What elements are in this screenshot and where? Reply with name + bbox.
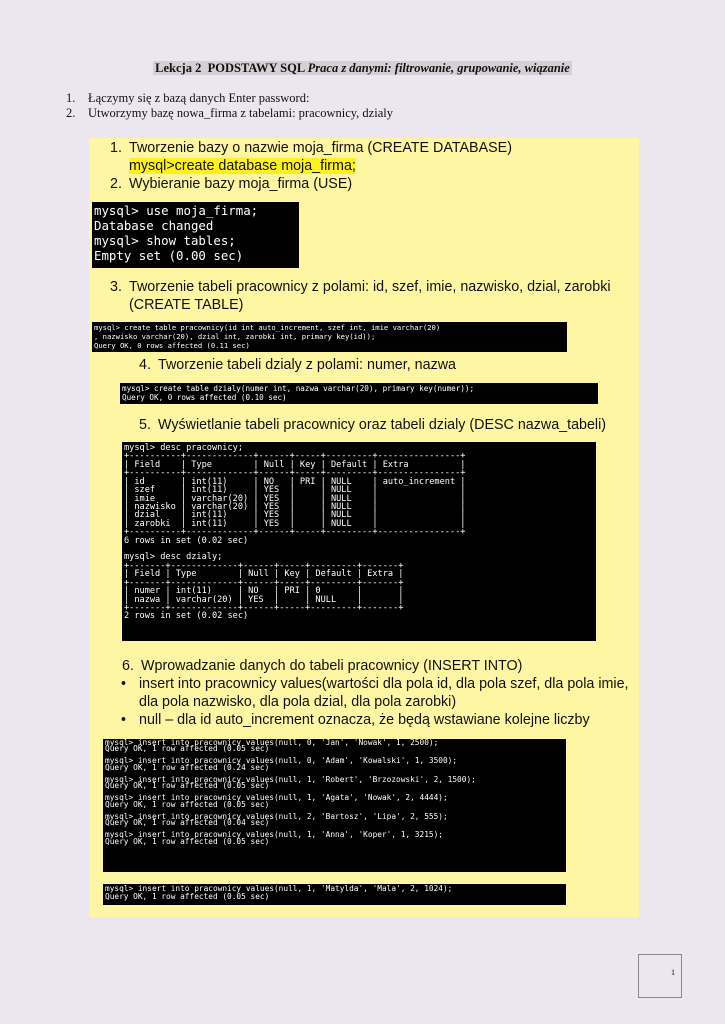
step-text: Tworzenie tabeli dzialy z polami: numer, nazwa: [158, 357, 456, 373]
terminal-insert-last: mysql> insert into pracownicy values(null, 1, 'Matylda', 'Mala', 2, 1024); Query OK, 1 row affected (0.05 sec): [103, 884, 566, 905]
step-text: Tworzenie tabeli pracownicy z polami: id, szef, imie, nazwisko, dzial, zarobki: [129, 279, 611, 295]
terminal-create-pracownicy: mysql> create table pracownicy(id int auto_increment, szef int, imie varchar(20) , nazwisko varchar(20), dzial int, zarobki int, primary key(id)); Query OK, 0 rows affected (0.11 sec): [92, 322, 567, 352]
step-3: [110, 278, 611, 314]
lesson-label: Lekcja 2: [155, 61, 202, 75]
intro-item: [66, 91, 393, 106]
step-num: 1.: [110, 140, 122, 156]
page-number-box: [638, 954, 682, 998]
terminal-create-dzialy: mysql> create table dzialy(numer int, nazwa varchar(20), primary key(numer)); Query OK, 0 rows affected (0.10 sec): [120, 383, 598, 404]
bullet-item: • insert into pracownicy values(wartości dla pola id, dla pola szef, dla pola imie, dla pola nazwisko, dla pola dzial, dla pola zarobki): [117, 675, 637, 711]
step-text: Tworzenie bazy o nazwie moja_firma (CREATE DATABASE): [129, 140, 512, 156]
step-text-cont: (CREATE TABLE): [129, 297, 244, 313]
page-number: 1: [671, 968, 675, 977]
step-1: [110, 139, 512, 193]
step-num: 2.: [110, 176, 122, 192]
terminal-use-database: mysql> use moja_firma; Database changed mysql> show tables; Empty set (0.00 sec): [92, 202, 299, 268]
page-title: [0, 61, 725, 76]
step-5: [139, 416, 606, 434]
bullet-item: • null – dla id auto_increment oznacza, że będą wstawiane kolejne liczby: [117, 711, 637, 729]
step-num: 3.: [110, 279, 122, 295]
step-text: Wprowadzanie danych do tabeli pracownicy (INSERT INTO): [141, 658, 523, 674]
step-6: [122, 657, 522, 675]
command-highlight: mysql>create database moja_firma;: [129, 158, 356, 174]
step-num: 6.: [122, 658, 134, 674]
intro-item-num: 2.: [66, 106, 76, 120]
intro-item: [66, 106, 393, 121]
topic-label: PODSTAWY SQL: [207, 61, 305, 75]
step-text: Wybieranie bazy moja_firma (USE): [129, 176, 353, 192]
terminal-inserts: mysql> insert into pracownicy values(null, 0, 'Jan', 'Nowak', 1, 2500); Query OK, 1 row affected (0.05 sec) mysql> insert into pracownicy values(null, 0, 'Adam', 'Kowalski', 1, 3500); Query OK, 1 row affected (0.24 sec) mysql> insert into pracownicy values(null, 1, 'Robert', 'Brzozowski', 2, 1500); Query OK, 1 row affected (0.05 sec) mysql> insert into pracownicy values(null, 1, 'Agata', 'Nowak', 2, 4444); Query OK, 1 row affected (0.05 sec) mysql> insert into pracownicy values(null, 2, 'Bartosz', 'Lipa', 2, 555); Query OK, 1 row affected (0.04 sec) mysql> insert into pracownicy values(null, 1, 'Anna', 'Koper', 1, 3215); Query OK, 1 row affected (0.05 sec): [103, 739, 566, 872]
intro-item-text: Utworzymy bazę nowa_firma z tabelami: pracownicy, dzialy: [88, 106, 393, 120]
intro-item-text: Łączymy się z bazą danych Enter password:: [88, 91, 310, 105]
bullet-list: [117, 675, 637, 729]
step-4: [139, 356, 456, 374]
step-num: 5.: [139, 417, 151, 433]
step-text: Wyświetlanie tabeli pracownicy oraz tabeli dzialy (DESC nazwa_tabeli): [158, 417, 607, 433]
step-num: 4.: [139, 357, 151, 373]
subtitle-label: Praca z danymi: filtrowanie, grupowanie, wiązanie: [307, 61, 570, 75]
intro-list: [66, 91, 393, 121]
terminal-desc-tables: mysql> desc pracownicy; +----------+-------------+------+-----+---------+----------------+ | Field | Type | Null | Key | Default | Extra | +----------+-------------+------+-----+---------+----------------+ | id | int(11) | NO | PRI | NULL | auto_increment | | szef | int(11) | YES | | NULL | | | imie | varchar(20) | YES | | NULL | | | nazwisko | varchar(20) | YES | | NULL | | | dzial | int(11) | YES | | NULL | | | zarobki | int(11) | YES | | NULL | | +----------+-------------+------+-----+---------+----------------+ 6 rows in set (0.02 sec) mysql> desc dzialy; +-------+-------------+------+-----+---------+-------+ | Field | Type | Null | Key | Default | Extra | +-------+-------------+------+-----+---------+-------+ | numer | int(11) | NO | PRI | 0 | | | nazwa | varchar(20) | YES | | NULL | | +-------+-------------+------+-----+---------+-------+ 2 rows in set (0.02 sec): [122, 442, 596, 641]
instructions-panel: [89, 138, 639, 917]
intro-item-num: 1.: [66, 91, 76, 105]
